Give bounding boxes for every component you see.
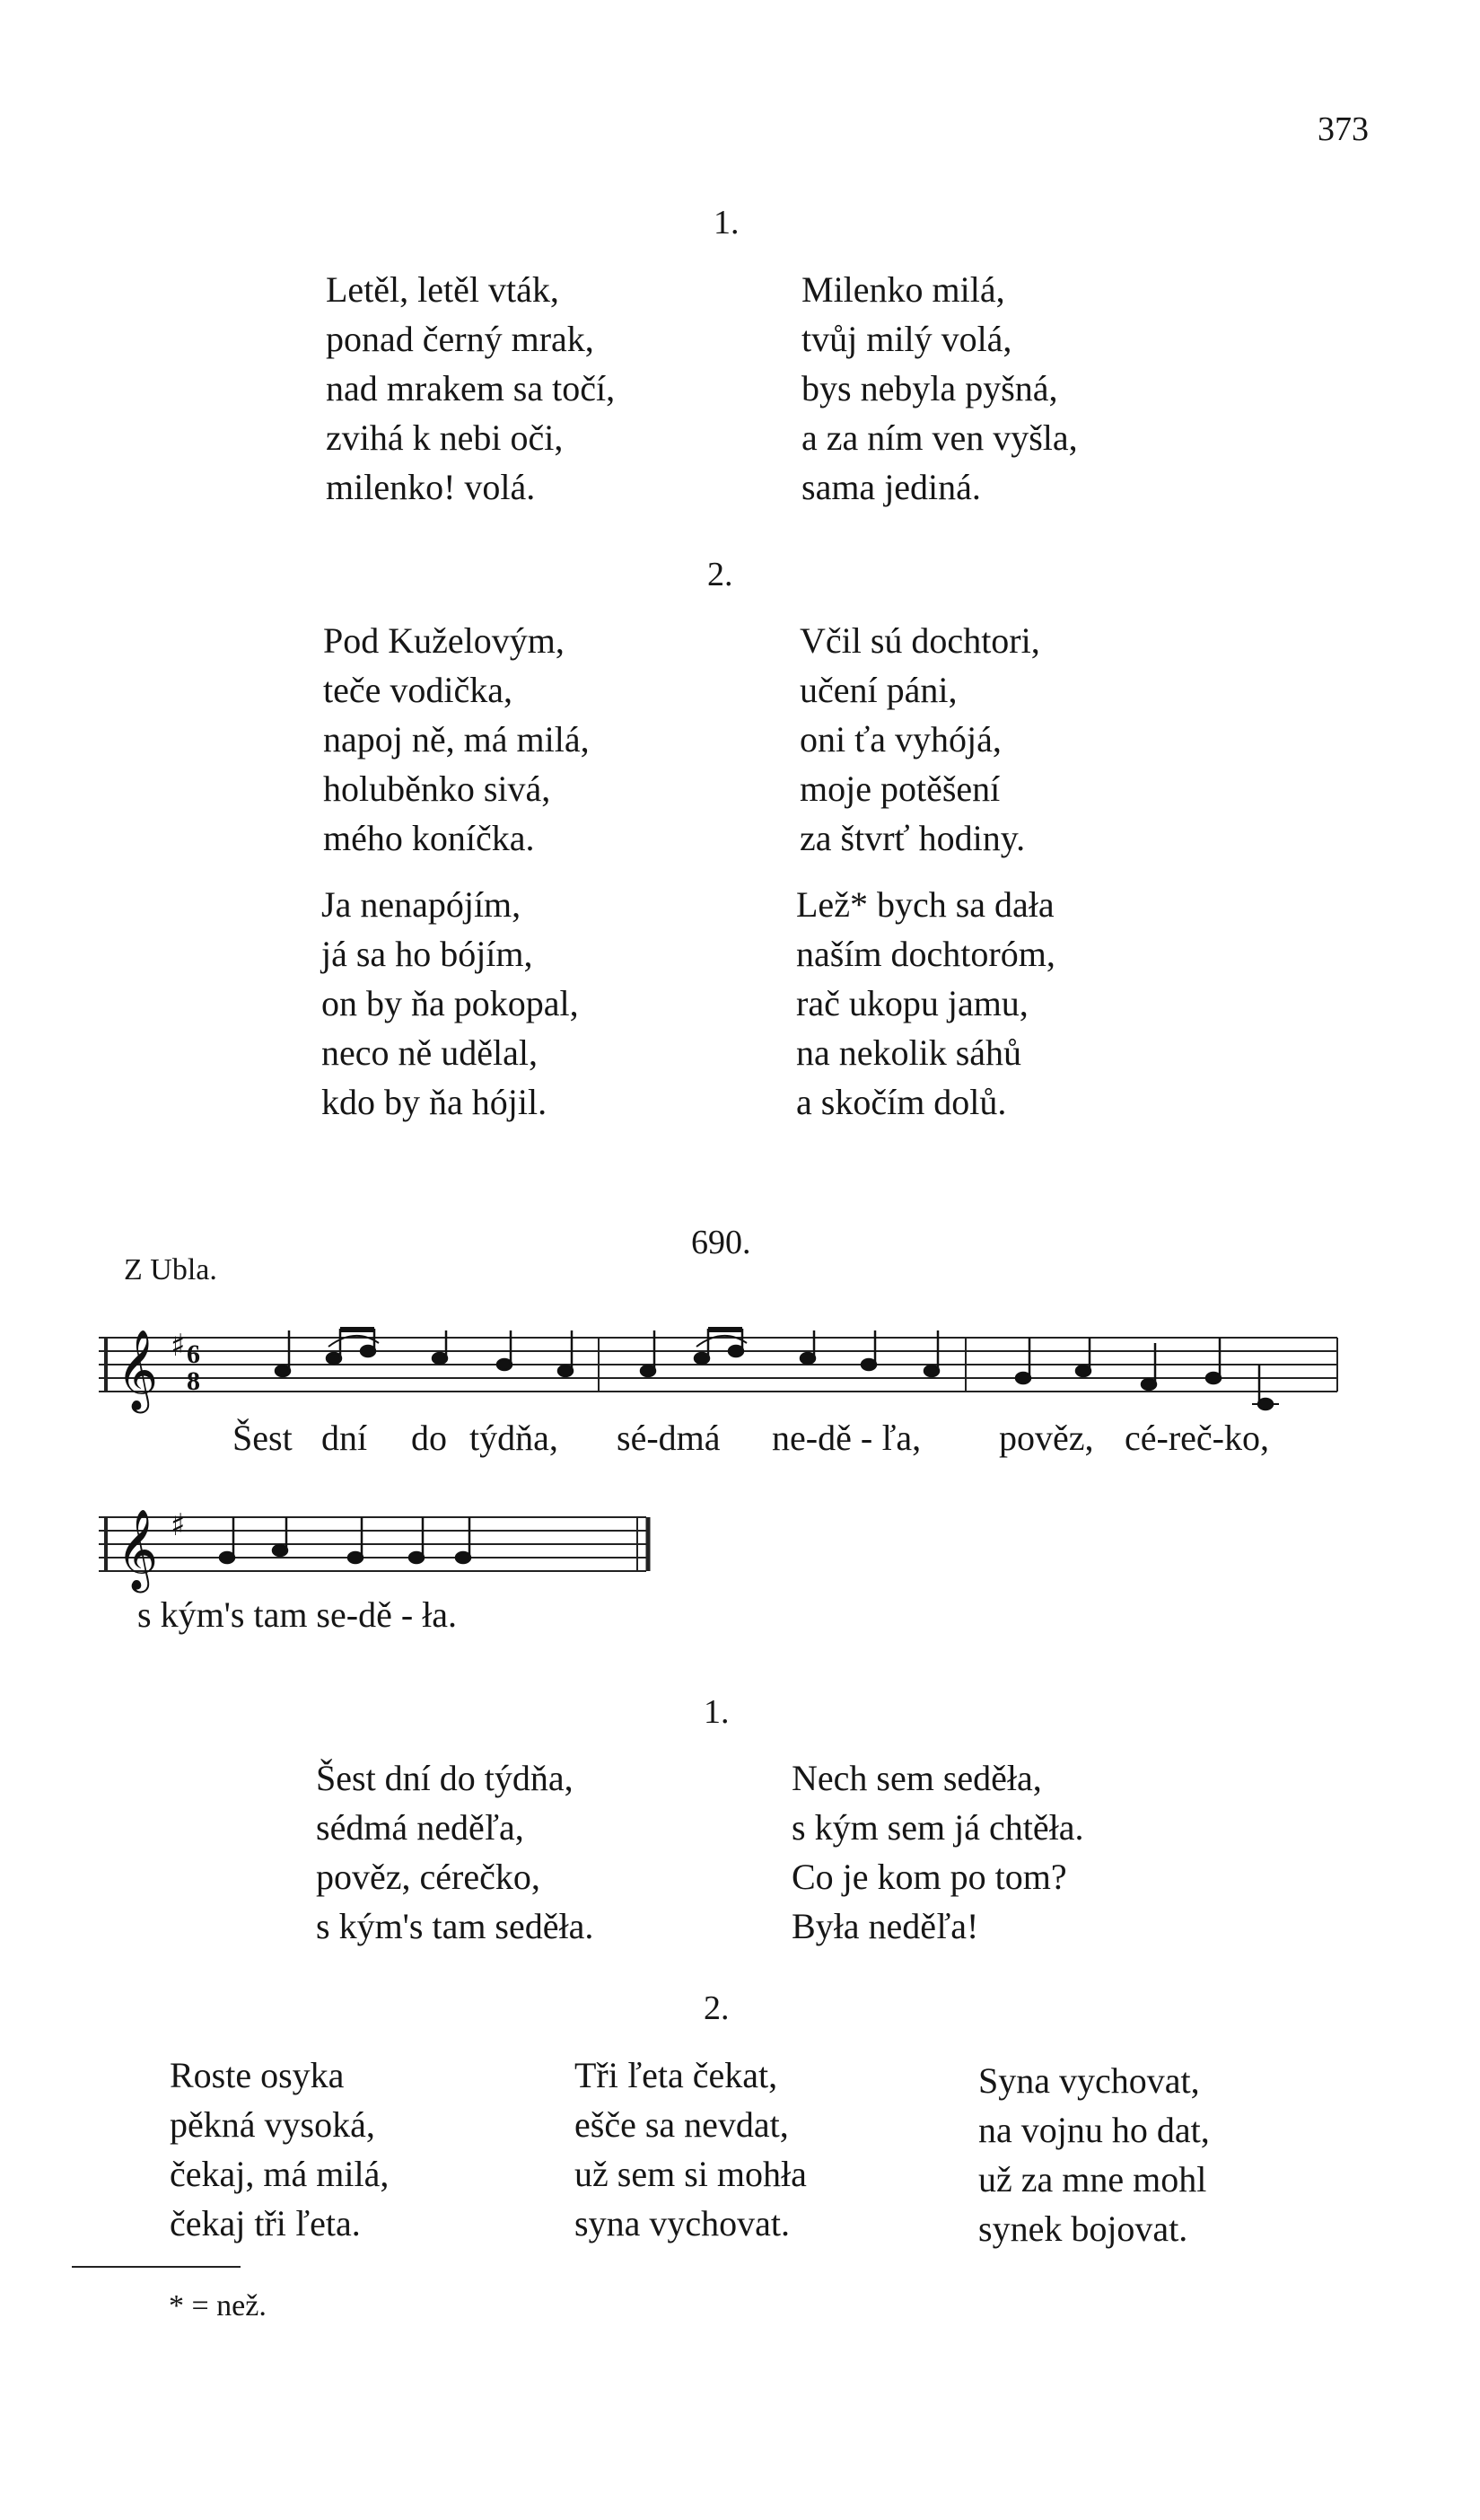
verse-line: Včil sú dochtori, [800, 620, 1040, 661]
verse-line: já sa ho bójím, [321, 934, 533, 974]
verse-line: tvůj milý volá, [801, 319, 1012, 359]
verse-line: sama jediná. [801, 467, 981, 507]
verse-line: synek bojovat. [978, 2208, 1188, 2249]
verse-line: Roste osyka [170, 2055, 345, 2095]
stanza-1-left [316, 1753, 593, 1951]
verse-line: Tři ľeta čekat, [574, 2055, 778, 2095]
verse-line: Letěl, letěl vták, [326, 269, 559, 310]
lyric-syllable: cé-reč-ko, [1125, 1418, 1269, 1458]
song-origin: Z Ubla. [124, 1253, 217, 1286]
verse-line: s kým sem já chtěła. [792, 1807, 1084, 1848]
verse-line: Syna vychovat, [978, 2060, 1200, 2101]
lyric-syllable: Šest [232, 1418, 293, 1458]
verse-line: a za ním ven vyšla, [801, 417, 1078, 458]
verse-line: Šest dní do týdňa, [316, 1758, 574, 1798]
music-staff-1 [99, 1311, 1445, 1418]
verse-line: sédmá neděľa, [316, 1807, 524, 1848]
stanza-1-right [801, 265, 1078, 512]
lyric-syllable: ne-dě - ľa, [772, 1418, 922, 1458]
treble-clef-icon [117, 1330, 158, 1414]
verse-line: syna vychovat. [574, 2203, 790, 2243]
verse-line: a skočím dolů. [796, 1082, 1007, 1122]
stanza-2-col-3 [978, 2056, 1210, 2253]
stanza-2-col-2 [574, 2050, 807, 2248]
stanza-2-col-1 [170, 2050, 389, 2248]
verse-line: už za mne mohl [978, 2159, 1207, 2200]
verse-line: Ja nenapójím, [321, 884, 521, 925]
verse-line: kdo by ňa hójil. [321, 1082, 547, 1122]
verse-line: Co je kom po tom? [792, 1857, 1067, 1897]
lyric-syllable: týdňa, [469, 1418, 558, 1458]
sharp-icon [171, 1328, 185, 1364]
verse-line: Była neděľa! [792, 1906, 979, 1946]
verse-line: s kým's tam seděła. [316, 1906, 594, 1946]
lyric-syllable: dní [321, 1418, 368, 1458]
verse-line: Pod Kuželovým, [323, 620, 565, 661]
stanza-1-heading: 1. [714, 204, 740, 241]
svg-text:𝄞: 𝄞 [117, 1330, 159, 1410]
verse-line: učení páni, [800, 670, 958, 710]
stanza-1-right [792, 1753, 1083, 1951]
lyric-syllable: do [411, 1418, 447, 1458]
time-signature-denominator: 8 [187, 1366, 200, 1396]
verse-line: naším dochtoróm, [796, 934, 1055, 974]
verse-line: Lež* bych sa dała [796, 884, 1055, 925]
svg-text:𝄞: 𝄞 [117, 1509, 159, 1590]
verse-line: čekaj, má milá, [170, 2154, 390, 2194]
verse-line: Nech sem seděła, [792, 1758, 1042, 1798]
page-number: 373 [1318, 110, 1369, 148]
verse-line: čekaj tři ľeta. [170, 2203, 361, 2243]
stanza-2-heading: 2. [704, 1989, 730, 2027]
stanza-1-heading: 1. [704, 1693, 730, 1731]
verse-line: zvihá k nebi oči, [326, 417, 564, 458]
sharp-icon [171, 1507, 185, 1543]
stanza-2-left-b [321, 880, 579, 1127]
verse-line: ponad černý mrak, [326, 319, 594, 359]
verse-line: oni ťa vyhójá, [800, 719, 1002, 760]
svg-text:♯: ♯ [171, 1328, 186, 1364]
verse-line: milenko! volá. [326, 467, 536, 507]
verse-line: nad mrakem sa točí, [326, 368, 616, 408]
verse-line: pověz, cérečko, [316, 1857, 540, 1897]
verse-line: na vojnu ho dat, [978, 2110, 1210, 2150]
stanza-1-left [326, 265, 615, 512]
verse-line: na nekolik sáhů [796, 1032, 1022, 1073]
verse-line: ešče sa nevdat, [574, 2104, 789, 2145]
verse-line: už sem si mohła [574, 2154, 807, 2194]
verse-line: holuběnko sivá, [323, 768, 551, 809]
lyric-syllable: pověz, [999, 1418, 1094, 1458]
stanza-2-left-a [323, 616, 590, 863]
footnote: * = než. [169, 2289, 267, 2322]
lyric-syllable: s kým's tam se-dě - ła. [137, 1594, 458, 1635]
verse-line: on by ňa pokopal, [321, 983, 579, 1023]
verse-line: za štvrť hodiny. [800, 818, 1026, 858]
stanza-2-heading: 2. [707, 556, 733, 593]
verse-line: Milenko milá, [801, 269, 1005, 310]
verse-line: teče vodička, [323, 670, 512, 710]
treble-clef-icon [117, 1509, 158, 1594]
music-staff-2 [99, 1490, 655, 1598]
verse-line: bys nebyla pyšná, [801, 368, 1058, 408]
verse-line: moje potěšení [800, 768, 1001, 809]
verse-line: neco ně udělal, [321, 1032, 538, 1073]
verse-line: rač ukopu jamu, [796, 983, 1029, 1023]
song-number: 690. [691, 1224, 751, 1261]
stanza-2-right-b [796, 880, 1055, 1127]
verse-line: pěkná vysoká, [170, 2104, 375, 2145]
footnote-rule [72, 2266, 241, 2268]
svg-text:♯: ♯ [171, 1507, 186, 1543]
time-signature-numerator: 6 [187, 1339, 200, 1369]
stanza-2-right-a [800, 616, 1040, 863]
verse-line: mého koníčka. [323, 818, 535, 858]
verse-line: napoj ně, má milá, [323, 719, 590, 760]
lyric-syllable: sé-dmá [617, 1418, 721, 1458]
